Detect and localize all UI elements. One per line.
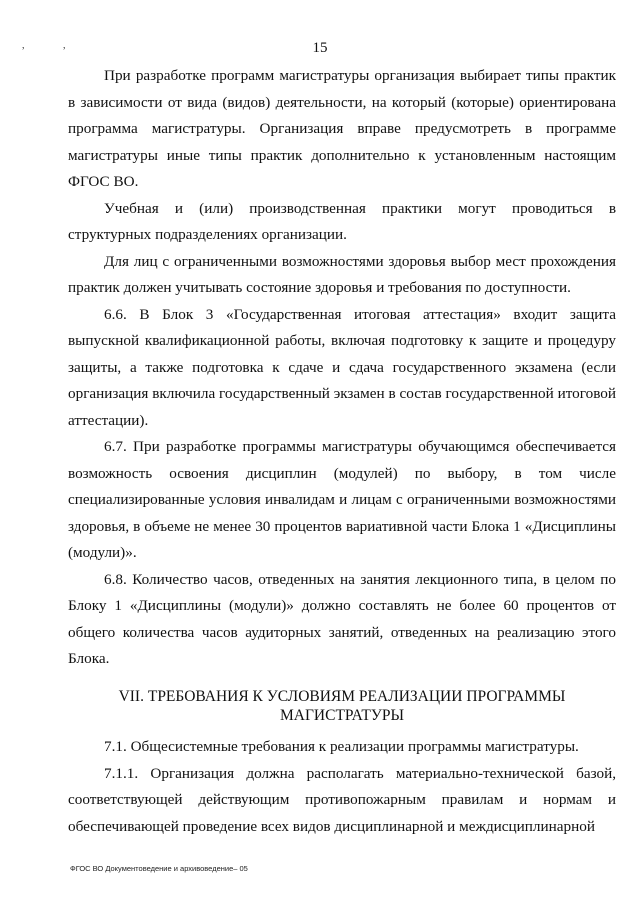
page-number: 15	[312, 40, 328, 56]
paragraph-7-1: 7.1. Общесистемные требования к реализации программы магистратуры.	[104, 738, 579, 755]
paragraph-practice-units: Учебная и (или) производственная практики могут проводиться в структурных подразделениях организации.	[68, 199, 616, 243]
paragraph-6-6: 6.6. В Блок 3 «Государственная итоговая аттестация» входит защита выпускной квалификационной работы, включая подготовку к защите и процедуру защиты, а также подготовка к сдаче и сдача государственного экзамена (если организация включила государственный экзамен в состав государственной итоговой аттестации).	[68, 305, 616, 429]
paragraph-6-8: 6.8. Количество часов, отведенных на занятия лекционного типа, в целом по Блоку 1 «Дисциплины (модули)» должно составлять не более 60 процентов от общего количества часов аудиторных занятий, отведенных на реализацию этого Блока.	[68, 570, 616, 667]
body-text-bottom	[68, 734, 616, 840]
section-heading-line-1: VII. ТРЕБОВАНИЯ К УСЛОВИЯМ РЕАЛИЗАЦИИ ПРОГРАММЫ	[118, 688, 566, 705]
paragraph-7-1-1: 7.1.1. Организация должна располагать материально-технической базой, соответствующей действующим противопожарным правилам и нормам и обеспечивающей проведение всех видов дисциплинарной и междисциплинарной	[68, 764, 616, 835]
paragraph-practice-types: При разработке программ магистратуры организация выбирает типы практик в зависимости от вида (видов) деятельности, на который (которые) ориентирована программа магистратуры. Организация вправе предусмотреть в программе магистратуры иные типы практик дополнительно к установленным настоящим ФГОС ВО.	[68, 67, 616, 190]
scan-marks: , ,	[22, 40, 84, 51]
section-heading	[68, 687, 616, 725]
section-heading-line-2: МАГИСТРАТУРЫ	[280, 707, 404, 724]
footer-document-code: ФГОС ВО Документоведение и архивоведение– 05	[70, 864, 248, 873]
paragraph-6-7: 6.7. При разработке программы магистратуры обучающимся обеспечивается возможность освоения дисциплин (модулей) по выбору, в том числе специализированные условия инвалидам и лицам с ограниченными возможностями здоровья, в объеме не менее 30 процентов вариативной части Блока 1 «Дисциплины (модули)».	[68, 438, 616, 561]
body-text-top	[68, 63, 616, 673]
paragraph-disabilities-practice: Для лиц с ограниченными возможностями здоровья выбор мест прохождения практик должен учитывать состояние здоровья и требования по доступности.	[68, 252, 616, 296]
